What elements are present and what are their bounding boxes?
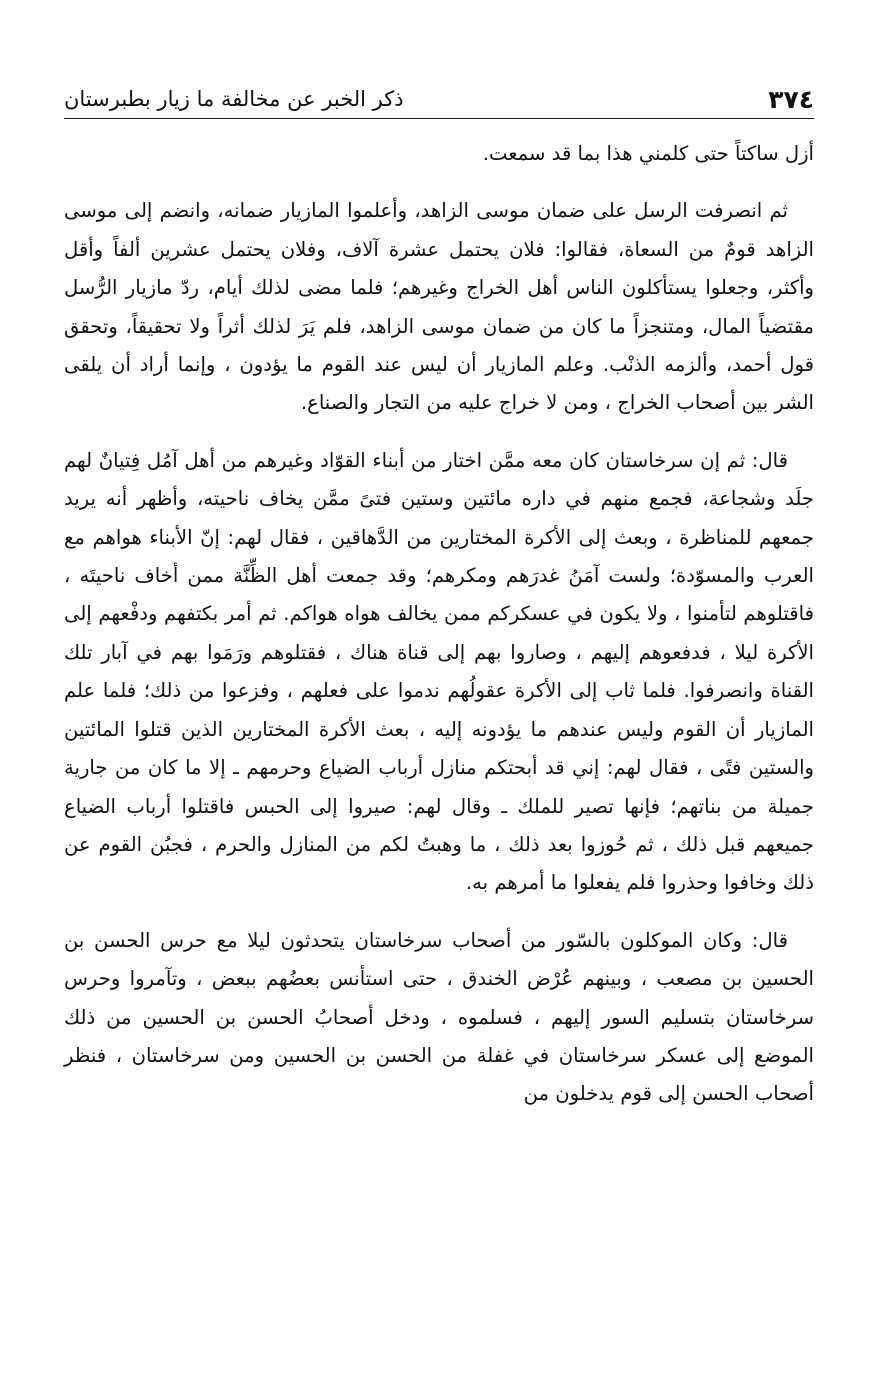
paragraph-continuation: أزل ساكتاً حتى كلمني هذا بما قد سمعت.	[482, 142, 814, 165]
body-text	[64, 135, 814, 1114]
book-page	[64, 74, 814, 1114]
page-number: ٣٧٤	[768, 85, 814, 114]
page-header	[64, 74, 814, 119]
paragraph: قال: ثم إن سرخاستان كان معه ممَّن اختار من أبناء القوّاد وغيرهم من أهل آمُل فِتيانٌ لهم جلَد وشجاعة، فجمع منهم في داره مائتين وستين فتىً ممَّن يخاف ناحيته، وأظهر أنه يريد جمعهم للمناظرة ، وبعث إلى الأكرة المختارين من الدَّهاقين ، فقال لهم: إنّ الأبناء هواهم مع العرب والمسوّدة؛ ولست آمَنُ غدرَهم ومكرهم؛ وقد جمعت أهل الظِّنَّة ممن أخاف ناحيتَه ، فاقتلوهم لتأمنوا ، ولا يكون في عسكركم ممن يخالف هواه هواكم. ثم أمر بكتفهم ودفْعهم إلى الأكرة ليلا ، فدفعوهم إليهم ، وصاروا بهم إلى قناة هناك ، فقتلوهم ورَمَوا بهم في آبار تلك القناة وانصرفوا. فلما ثاب إلى الأكرة عقولُهم ندموا على فعلهم ، وفزعوا من ذلك؛ فلما علم المازيار أن القوم وليس عندهم ما يؤدونه إليه ، بعث الأكرة المختارين الذين قتلوا المائتين والستين فتًى ، فقال لهم: إني قد أبحتكم منازل أرباب الضياع وحرمهم ـ إلا ما كان من جارية جميلة من بناتهم؛ فإنها تصير للملك ـ وقال لهم: صيروا إلى الحبس فاقتلوا أرباب الضياع جميعهم قبل ذلك ، ثم حُوزوا بعد ذلك ، ما وهبتُ لكم من المنازل والحرم ، فجبُن القوم عن ذلك وخافوا وحذروا فلم يفعلوا ما أمرهم به.	[64, 448, 814, 895]
running-title: ذكر الخبر عن مخالفة ما زيار بطبرستان	[64, 87, 404, 111]
paragraph: قال: وكان الموكلون بالسّور من أصحاب سرخاستان يتحدثون ليلا مع حرس الحسن بن الحسين بن مصعب ، وبينهم عُرْض الخندق ، حتى استأنس بعضُهم ببعض ، وتآمروا وحرس سرخاستان بتسليم السور إليهم ، فسلموه ، ودخل أصحابُ الحسن بن الحسين من ذلك الموضع إلى عسكر سرخاستان في غفلة من الحسن بن الحسين ومن سرخاستان ، فنظر أصحاب الحسن إلى قوم يدخلون من	[64, 928, 814, 1106]
paragraph: ثم انصرفت الرسل على ضمان موسى الزاهد، وأعلموا المازيار ضمانه، وانضم إلى موسى الزاهد قومٌ من السعاة، فقالوا: فلان يحتمل عشرة آلاف، وفلان يحتمل عشرين ألفاً وأقل وأكثر، وجعلوا يستأكلون الناس أهل الخراج وغيرهم؛ فلما مضى لذلك أيام، ردّ مازيار الرُّسل مقتضياً المال، ومتنجزاً ما كان من ضمان موسى الزاهد، فلم يَرَ لذلك أثراً ولا تحقيقاً، وتحقق قول أحمد، وألزمه الذنْب. وعلم المازيار أن ليس عند القوم ما يؤدون ، وإنما أراد أن يلقى الشر بين أصحاب الخراج ، ومن لا خراج عليه من التجار والصناع.	[64, 199, 814, 415]
